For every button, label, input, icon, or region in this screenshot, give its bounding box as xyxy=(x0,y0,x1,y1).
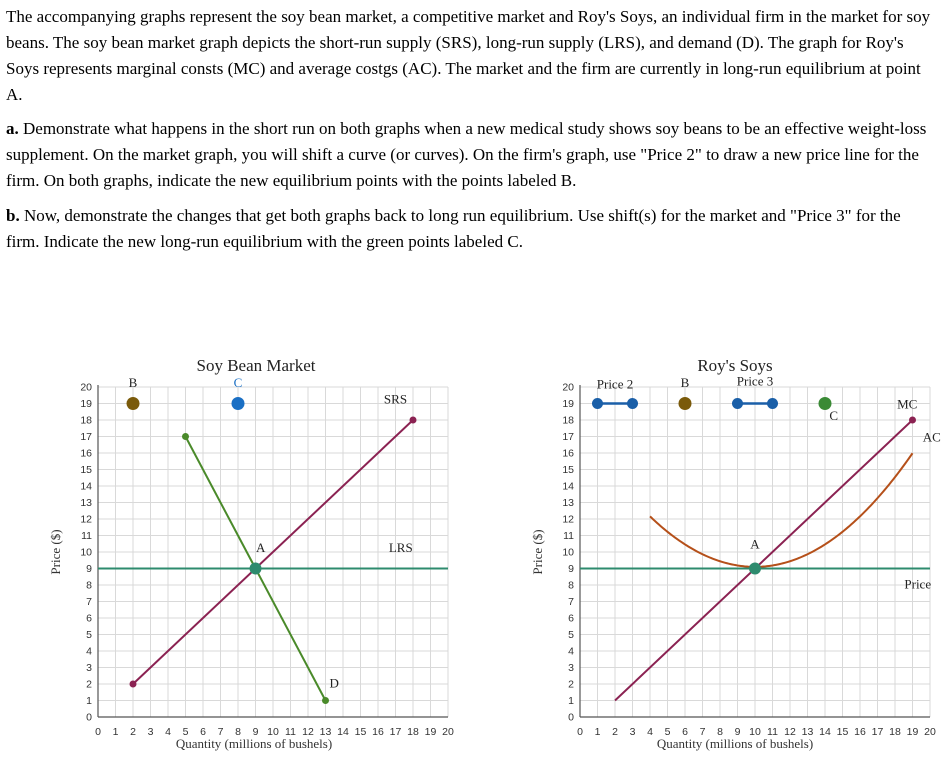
x-tick-label: 13 xyxy=(801,726,814,738)
y-tick-label: 3 xyxy=(86,662,92,674)
x-tick-label: 7 xyxy=(699,726,706,738)
y-tick-label: 8 xyxy=(568,579,574,592)
x-tick-label: 0 xyxy=(95,726,101,738)
x-tick-label: 9 xyxy=(734,726,741,738)
mc-handle[interactable] xyxy=(909,417,916,424)
srs-handle[interactable] xyxy=(130,681,137,688)
y-tick-label: 5 xyxy=(86,629,92,641)
y-tick-label: 2 xyxy=(568,678,574,691)
x-tick-label: 3 xyxy=(147,726,154,738)
d-handle[interactable] xyxy=(182,433,189,440)
point-b[interactable] xyxy=(127,397,140,410)
x-tick-label: 18 xyxy=(407,726,419,738)
point-b-label: B xyxy=(128,375,138,390)
ac-label: AC xyxy=(922,429,941,445)
d-label: D xyxy=(329,675,339,691)
price-2-handle[interactable] xyxy=(592,398,603,409)
x-tick-label: 8 xyxy=(717,726,723,738)
x-tick-label: 16 xyxy=(854,726,866,738)
chart-title: Roy's Soys xyxy=(697,356,773,375)
y-tick-label: 17 xyxy=(80,431,92,443)
x-tick-label: 18 xyxy=(889,726,901,738)
point-a[interactable] xyxy=(250,563,262,575)
x-tick-label: 1 xyxy=(112,726,119,738)
y-tick-label: 12 xyxy=(80,513,92,526)
mc-curve[interactable] xyxy=(615,420,913,701)
x-tick-label: 11 xyxy=(767,726,778,738)
point-a-label: A xyxy=(750,536,760,552)
roys-soys-chart[interactable] xyxy=(530,356,941,751)
y-tick-label: 7 xyxy=(86,596,92,608)
y-tick-label: 15 xyxy=(80,464,92,476)
x-tick-label: 9 xyxy=(252,726,259,738)
point-a-label: A xyxy=(256,540,266,555)
y-tick-label: 7 xyxy=(568,596,574,608)
y-tick-label: 18 xyxy=(562,414,574,427)
y-tick-label: 9 xyxy=(86,563,92,575)
point-b[interactable] xyxy=(679,397,692,410)
y-tick-label: 11 xyxy=(81,530,92,542)
y-tick-label: 6 xyxy=(568,612,574,625)
x-tick-label: 14 xyxy=(819,726,831,738)
srs-handle[interactable] xyxy=(410,417,417,424)
x-tick-label: 10 xyxy=(749,726,761,738)
y-axis-title: Price ($) xyxy=(48,529,63,575)
point-c-label: C xyxy=(829,408,839,423)
price-3-label: Price 3 xyxy=(736,373,774,389)
question-intro: The accompanying graphs represent the soy bean market, a competitive market and Roy's Soys, an individual firm in the market for soy beans. The soy bean market graph depicts the short-run supply (SRS), long-run supply (LRS), and demand (D). The graph for Roy's Soys represents marginal consts (MC) and average costgs (AC). The market and the firm are currently in long-run equilibrium at point A. xyxy=(6,7,931,104)
point-c[interactable] xyxy=(232,397,245,410)
y-tick-label: 19 xyxy=(80,398,92,410)
y-tick-label: 20 xyxy=(80,381,92,394)
x-tick-label: 15 xyxy=(836,726,849,738)
x-tick-label: 7 xyxy=(217,726,224,738)
part-a-label: a. xyxy=(6,119,19,138)
x-tick-label: 20 xyxy=(924,726,936,738)
y-tick-label: 13 xyxy=(562,497,574,509)
point-b-label: B xyxy=(680,375,690,390)
x-tick-label: 11 xyxy=(285,726,296,738)
x-tick-label: 10 xyxy=(267,726,279,738)
x-tick-label: 14 xyxy=(337,726,349,738)
y-tick-label: 13 xyxy=(80,497,92,509)
x-tick-label: 4 xyxy=(165,726,171,738)
y-tick-label: 1 xyxy=(86,695,92,707)
y-tick-label: 11 xyxy=(563,530,574,542)
x-tick-label: 3 xyxy=(629,726,636,738)
x-tick-label: 0 xyxy=(577,726,583,738)
y-tick-label: 19 xyxy=(562,398,574,410)
lrs-label: LRS xyxy=(388,540,413,555)
x-tick-label: 8 xyxy=(235,726,241,738)
x-tick-label: 19 xyxy=(424,726,437,738)
y-tick-label: 0 xyxy=(568,711,574,724)
x-tick-label: 15 xyxy=(354,726,367,738)
point-c-label: C xyxy=(233,375,243,390)
y-tick-label: 16 xyxy=(562,447,574,460)
y-tick-label: 14 xyxy=(80,480,92,493)
y-tick-label: 14 xyxy=(562,480,574,493)
y-tick-label: 6 xyxy=(86,612,92,625)
srs-label: SRS xyxy=(383,391,408,407)
x-tick-label: 19 xyxy=(906,726,919,738)
x-axis-title: Quantity (millions of bushels) xyxy=(175,736,333,751)
part-a-text: Demonstrate what happens in the short run on both graphs when a new medical study shows soy beans to be an effective weight-loss supplement. On the market graph, you will shift a curve (or curves). On the firm's graph, use "Price 2" to draw a new price line for the firm. On both graphs, indicate the new equilibrium points with the points labeled B. xyxy=(6,119,927,190)
ac-curve[interactable] xyxy=(650,453,913,567)
soy-bean-market-chart[interactable] xyxy=(48,356,454,751)
point-a[interactable] xyxy=(749,563,761,575)
part-b-label: b. xyxy=(6,206,20,225)
x-tick-label: 4 xyxy=(647,726,653,738)
price-label: Price xyxy=(904,576,932,592)
y-tick-label: 15 xyxy=(562,464,574,476)
price-2-label: Price 2 xyxy=(596,376,634,392)
price-3-handle[interactable] xyxy=(732,398,743,409)
x-tick-label: 12 xyxy=(784,726,796,738)
x-tick-label: 6 xyxy=(200,726,206,738)
y-tick-label: 2 xyxy=(86,678,92,691)
y-tick-label: 20 xyxy=(562,381,574,394)
x-tick-label: 1 xyxy=(594,726,601,738)
y-tick-label: 18 xyxy=(80,414,92,427)
grid xyxy=(580,387,930,717)
y-tick-label: 9 xyxy=(568,563,574,575)
y-tick-label: 3 xyxy=(568,662,574,674)
y-tick-label: 5 xyxy=(568,629,574,641)
price-3-handle[interactable] xyxy=(767,398,778,409)
price-2-handle[interactable] xyxy=(627,398,638,409)
x-tick-label: 17 xyxy=(871,726,884,738)
x-tick-label: 2 xyxy=(130,726,136,738)
x-tick-label: 6 xyxy=(682,726,688,738)
y-tick-label: 4 xyxy=(86,645,92,658)
part-b-text: Now, demonstrate the changes that get both graphs back to long run equilibrium. Use shift(s) for the market and "Price 3" for the firm. Indicate the new long-run equilibrium with the green points labeled C. xyxy=(6,206,901,251)
y-tick-label: 16 xyxy=(80,447,92,460)
x-tick-label: 13 xyxy=(319,726,332,738)
y-tick-label: 10 xyxy=(562,546,574,559)
mc-label: MC xyxy=(897,396,918,412)
x-axis-title: Quantity (millions of bushels) xyxy=(656,736,814,751)
y-tick-label: 0 xyxy=(86,711,92,724)
x-tick-label: 2 xyxy=(612,726,618,738)
y-tick-label: 17 xyxy=(562,431,574,443)
x-tick-label: 20 xyxy=(442,726,454,738)
y-tick-label: 4 xyxy=(568,645,574,658)
x-tick-label: 17 xyxy=(389,726,402,738)
x-tick-label: 5 xyxy=(182,726,189,738)
y-tick-label: 10 xyxy=(80,546,92,559)
x-tick-label: 12 xyxy=(302,726,314,738)
x-tick-label: 5 xyxy=(664,726,671,738)
y-tick-label: 8 xyxy=(86,579,92,592)
y-tick-label: 1 xyxy=(568,695,574,707)
y-tick-label: 12 xyxy=(562,513,574,526)
x-tick-label: 16 xyxy=(372,726,384,738)
chart-title: Soy Bean Market xyxy=(196,356,316,375)
d-handle[interactable] xyxy=(322,697,329,704)
y-axis-title: Price ($) xyxy=(530,529,545,575)
